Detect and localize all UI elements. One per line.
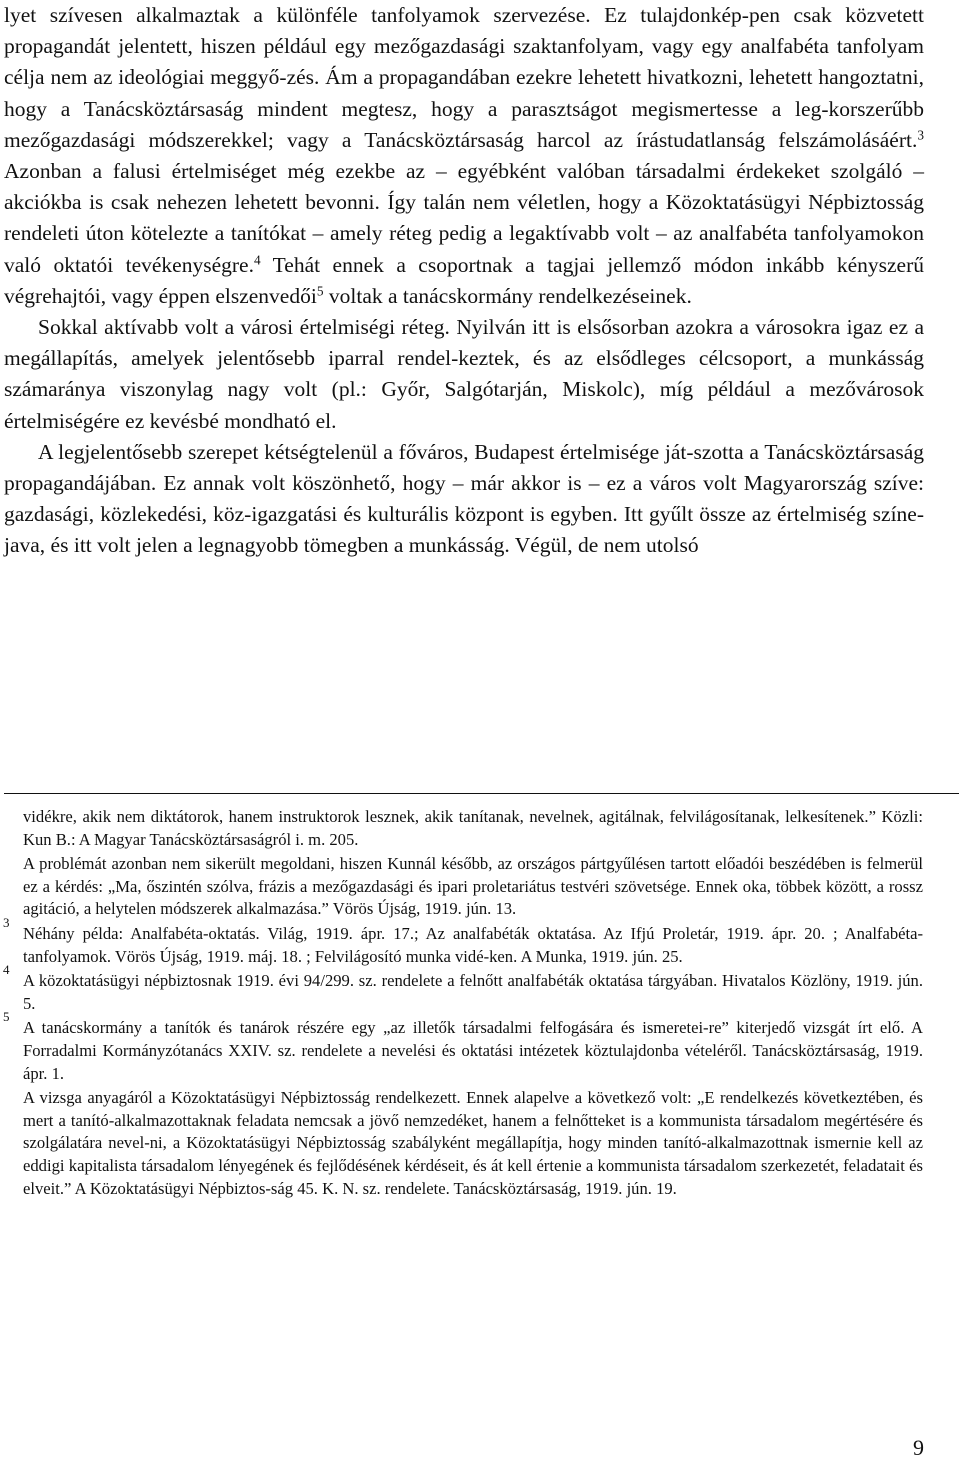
footnote [23, 1087, 923, 1200]
footnote-text: A problémát azonban nem sikerült megoldani, hiszen Kunnál később, az országos pártgyűlésen tartott előadói beszédében is felmerül ez a kérdés: „Ma, őszintén szólva, frázis a mezőgazdasági és ipari proletariátus testvéri szövetsége. Ennek oka, többek között, a rossz agitáció, a helytelen módszerek alkalmazása.” Vörös Újság, 1919. jún. 13. [23, 854, 923, 919]
footnote-text: A közoktatásügyi népbiztosnak 1919. évi 94/299. sz. rendelete a felnőtt analfabéták oktatása tárgyában. Hivatalos Közlöny, 1919. jún. 5. [23, 971, 923, 1013]
footnote-text: Néhány példa: Analfabéta-oktatás. Világ, 1919. ápr. 17.; Az analfabéták oktatása. Az Ifjú Proletár, 1919. ápr. 20. ; Analfabéta-tanfolyamok. Vörös Újság, 1919. máj. 18. ; Felvilágosító munka vidé-ken. A Munka, 1919. jún. 25. [23, 923, 923, 966]
paragraph-text: Azonban a falusi értelmiséget még ezekbe az – egyébként valóban társadalmi érdekeket szolgáló – akciókba is csak nehezen lehetett bevonni. Így talán nem véletlen, hogy a Közoktatásügyi Népbiztosság rendeleti úton kötelezte a tanítókat – amely réteg pedig a legaktívabb volt – az analfabéta tanfolyamokon való oktatói tevékenységre. [4, 159, 924, 277]
body-paragraph [4, 0, 924, 312]
footnote-number: 4 [3, 962, 10, 978]
footnote [3, 1009, 923, 1085]
footnote [23, 853, 923, 921]
footnote-reference[interactable]: 4 [253, 252, 261, 268]
paragraph-text: lyet szívesen alkalmaztak a különféle tanfolyamok szervezése. Ez tulajdonkép-pen csak közvetett propagandát jelentett, hiszen például egy mezőgazdasági szaktanfolyam, vagy egy analfabéta tanfolyam célja nem az ideológiai meggyő-zés. Ám a propagandában ezekre lehetett hivatkozni, lehetett hangoztatni, hogy a Tanácsköztársaság mindent megtesz, hogy a parasztságot megismertesse a leg-korszerűbb mezőgazdasági módszerekkel; vagy a Tanácsköztársaság harcol az írástudatlanság felszámolásáért. [4, 3, 924, 152]
footnote-text: A tanácskormány a tanítók és tanárok részére egy „az illetők társadalmi felfogására és ismeretei-re” kiterjedő vizsgát írt elő. A Forradalmi Kormányzótanács XXIV. sz. rendelete a nevelési és oktatási intézetek köztulajdonba vételéről. Tanácsköztársaság, 1919. ápr. 1. [23, 1018, 923, 1083]
page-number: 9 [913, 1435, 924, 1460]
footnote-separator [4, 793, 959, 794]
footnotes [3, 806, 923, 1200]
footnote [3, 914, 923, 968]
footnote [23, 806, 923, 851]
paragraph-text: Tehát ennek a csoportnak a tagjai jellemző módon inkább kényszerű végrehajtói, vagy éppen elszenvedői [4, 252, 924, 308]
footnote-number: 5 [3, 1009, 10, 1025]
footnote [3, 962, 923, 1015]
body-paragraph: A legjelentősebb szerepet kétségtelenül a főváros, Budapest értelmisége ját-szotta a Tanácsköztársaság propagandájában. Ez annak volt köszönhető, hogy – már akkor is – ez a város volt Magyarország szíve: gazdasági, közlekedési, köz-igazgatási és kulturális központ is egyben. Itt gyűlt össze az értelmiség színe-java, és itt volt jelen a legnagyobb tömegben a munkásság. Végül, de nem utolsó [4, 439, 924, 558]
body-text [4, 0, 924, 562]
footnote-number: 3 [3, 914, 10, 930]
footnote-text: A vizsga anyagáról a Közoktatásügyi Népbiztosság rendelkezett. Ennek alapelve a következő volt: „E rendelkezés következtében, és mert a tanító-alkalmazottaknak feladata nemcsak a jövő nemzedéket, hanem a felnőtteket is a kommunista társadalom megértésére és szolgálatára nevel-ni, a Közoktatásügyi Népbiztosság szabályként megállapítja, hogy minden tanító-alkalmazottnak ismernie kell az eddigi kapitalista társadalom lényegének és fejlődésének kérdéseit, és át kell értenie a kommunista társadalom szerkezetét, feladatait és elveit.” A Közoktatásügyi Népbiztos-ság 45. K. N. sz. rendelete. Tanácsköztársaság, 1919. jún. 19. [23, 1088, 923, 1198]
footnote-reference[interactable]: 5 [316, 283, 324, 299]
body-paragraph: Sokkal aktívabb volt a városi értelmiségi réteg. Nyilván itt is elsősorban azokra a városokra igaz ez a megállapítás, amelyek jelentősebb iparral rendel-keztek, és az elsődleges célcsoport, a munkásság számaránya viszonylag nagy volt (pl.: Győr, Salgótarján, Miskolc), míg például a mezővárosok értelmiségére ez kevésbé mondható el. [4, 315, 924, 433]
footnote-reference[interactable]: 3 [917, 127, 924, 143]
footnote-text: vidékre, akik nem diktátorok, hanem instruktorok lesznek, akik tanítanak, nevelnek, agitálnak, felvilágosítanak, lelkesítenek.” Közli: Kun B.: A Magyar Tanácsköztársaságról i. m. 205. [23, 807, 923, 849]
paragraph-text: voltak a tanácskormány rendelkezéseinek. [323, 283, 692, 308]
